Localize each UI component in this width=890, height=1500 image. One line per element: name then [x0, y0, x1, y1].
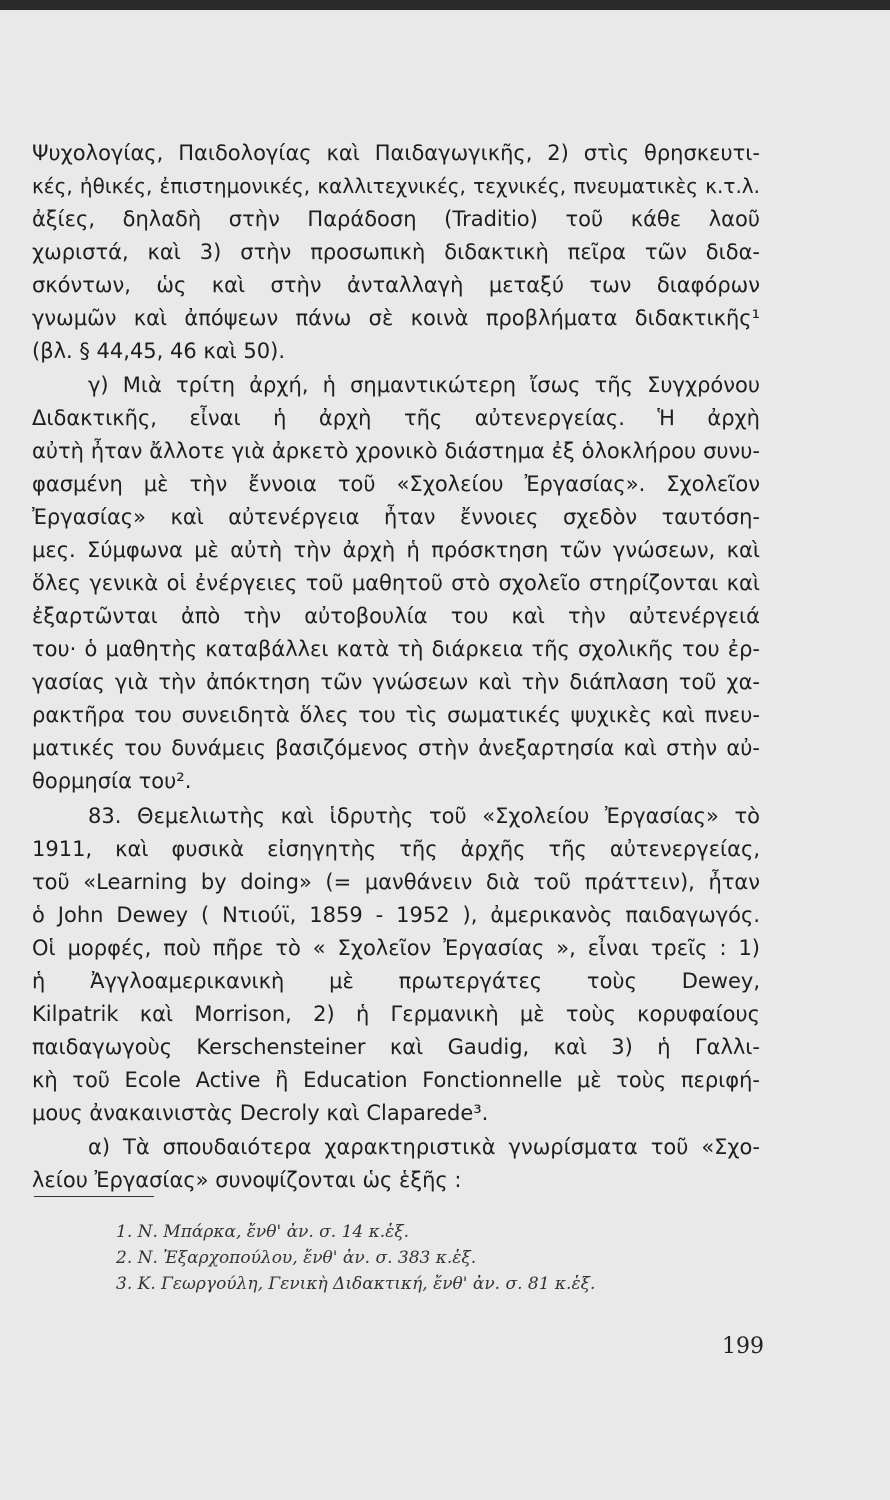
text-line: του· ὁ μαθητὴς καταβάλλει κατὰ τὴ διάρκεια τῆς σχολικῆς του ἐρ- — [32, 637, 760, 661]
text-line: ἐξαρτῶνται ἀπὸ τὴν αὐτοβουλία του καὶ τὴν αὐτενέργειά — [32, 604, 760, 628]
text-line: ἡ Ἀγγλοαμερικανικὴ μὲ πρωτεργάτες τοὺς Dewey, — [32, 969, 760, 993]
text-line: ὅλες γενικὰ οἱ ἐνέργειες τοῦ μαθητοῦ στὸ σχολεῖο στηρίζονται καὶ — [32, 571, 760, 595]
text-line: ματικές του δυνάμεις βασιζόμενος στὴν ἀνεξαρτησία καὶ στὴν αὐ- — [32, 736, 760, 760]
text-line: ὁ John Dewey ( Ντιούϊ, 1859 - 1952 ), ἀμερικανὸς παιδαγωγός. — [32, 903, 760, 927]
text-line: λείου Ἐργασίας» συνοψίζονται ὡς ἑξῆς : — [32, 1168, 462, 1192]
text-line: κές, ἠθικές, ἐπιστημονικές, καλλιτεχνικές, τεχνικές, πνευματικὲς κ.τ.λ. — [32, 174, 760, 198]
scan-top-edge — [0, 0, 890, 10]
section-83-start-line: 83. Θεμελιωτὴς καὶ ἱδρυτὴς τοῦ «Σχολείου Ἐργασίας» τὸ — [88, 804, 760, 828]
text-line: Ἐργασίας» καὶ αὐτενέργεια ἦταν ἔννοιες σχεδὸν ταυτόση- — [32, 505, 760, 529]
text-line: μους ἀνακαινιστὰς Decroly καὶ Claparede³. — [32, 1101, 489, 1125]
paragraph-start-line: γ) Μιὰ τρίτη ἀρχή, ἡ σημαντικώτερη ἴσως τῆς Συγχρόνου — [88, 373, 760, 397]
text-line: Kilpatrik καὶ Morrison, 2) ἡ Γερμανικὴ μὲ τοὺς κορυφαίους — [32, 1002, 760, 1026]
text-line: Οἱ μορφές, ποὺ πῆρε τὸ « Σχολεῖον Ἐργασίας », εἶναι τρεῖς : 1) — [32, 936, 760, 960]
footnote-3: 3. Κ. Γεωργούλη, Γενικὴ Διδακτική, ἔνθ' ἀν. σ. 81 κ.ἑξ. — [116, 1274, 596, 1294]
text-line: παιδαγωγοὺς Kerschensteiner καὶ Gaudig, καὶ 3) ἡ Γαλλι- — [32, 1035, 760, 1059]
text-line: φασμένη μὲ τὴν ἔννοια τοῦ «Σχολείου Ἐργασίας». Σχολεῖον — [32, 472, 760, 496]
text-line: χωριστά, καὶ 3) στὴν προσωπικὴ διδακτικὴ πεῖρα τῶν διδα- — [32, 240, 760, 264]
text-line: (βλ. § 44,45, 46 καὶ 50). — [32, 339, 286, 363]
text-line: σκόντων, ὡς καὶ στὴν ἀνταλλαγὴ μεταξύ των διαφόρων — [32, 273, 760, 297]
text-line: γασίας γιὰ τὴν ἀπόκτηση τῶν γνώσεων καὶ τὴν διάπλαση τοῦ χα- — [32, 670, 760, 694]
text-line: 1911, καὶ φυσικὰ εἰσηγητὴς τῆς ἀρχῆς τῆς αὐτενεργείας, — [32, 837, 760, 861]
text-line: γνωμῶν καὶ ἀπόψεων πάνω σὲ κοινὰ προβλήματα διδακτικῆς¹ — [32, 306, 760, 330]
text-line: μες. Σύμφωνα μὲ αὐτὴ τὴν ἀρχὴ ἡ πρόσκτηση τῶν γνώσεων, καὶ — [32, 538, 760, 562]
footnote-separator — [34, 1196, 154, 1197]
footnote-1: 1. Ν. Μπάρκα, ἔνθ' ἀν. σ. 14 κ.ἑξ. — [116, 1222, 410, 1242]
text-line: θορμησία του². — [32, 769, 192, 793]
text-line: αὐτὴ ἦταν ἄλλοτε γιὰ ἀρκετὸ χρονικὸ διάστημα ἐξ ὁλοκλήρου συνυ- — [32, 439, 760, 463]
text-line: ἀξίες, δηλαδὴ στὴν Παράδοση (Traditio) τοῦ κάθε λαοῦ — [32, 207, 760, 231]
text-line: ρακτῆρα του συνειδητὰ ὅλες του τὶς σωματικές ψυχικὲς καὶ πνευ- — [32, 703, 760, 727]
paragraph-start-line: α) Τὰ σπουδαιότερα χαρακτηριστικὰ γνωρίσματα τοῦ «Σχο- — [88, 1135, 760, 1159]
page-number: 199 — [722, 1334, 764, 1359]
footnote-2: 2. Ν. Ἐξαρχοπούλου, ἔνθ' ἀν. σ. 383 κ.ἑξ. — [116, 1248, 477, 1268]
text-line: τοῦ «Learning by doing» (= μανθάνειν διὰ τοῦ πράττειν), ἦταν — [32, 870, 760, 894]
text-line: Ψυχολογίας, Παιδολογίας καὶ Παιδαγωγικῆς, 2) στὶς θρησκευτι- — [32, 141, 760, 165]
text-line: Διδακτικῆς, εἶναι ἡ ἀρχὴ τῆς αὐτενεργείας. Ἡ ἀρχὴ — [32, 406, 760, 430]
text-line: κὴ τοῦ Ecole Active ἢ Education Fonctionnelle μὲ τοὺς περιφή- — [32, 1068, 760, 1092]
